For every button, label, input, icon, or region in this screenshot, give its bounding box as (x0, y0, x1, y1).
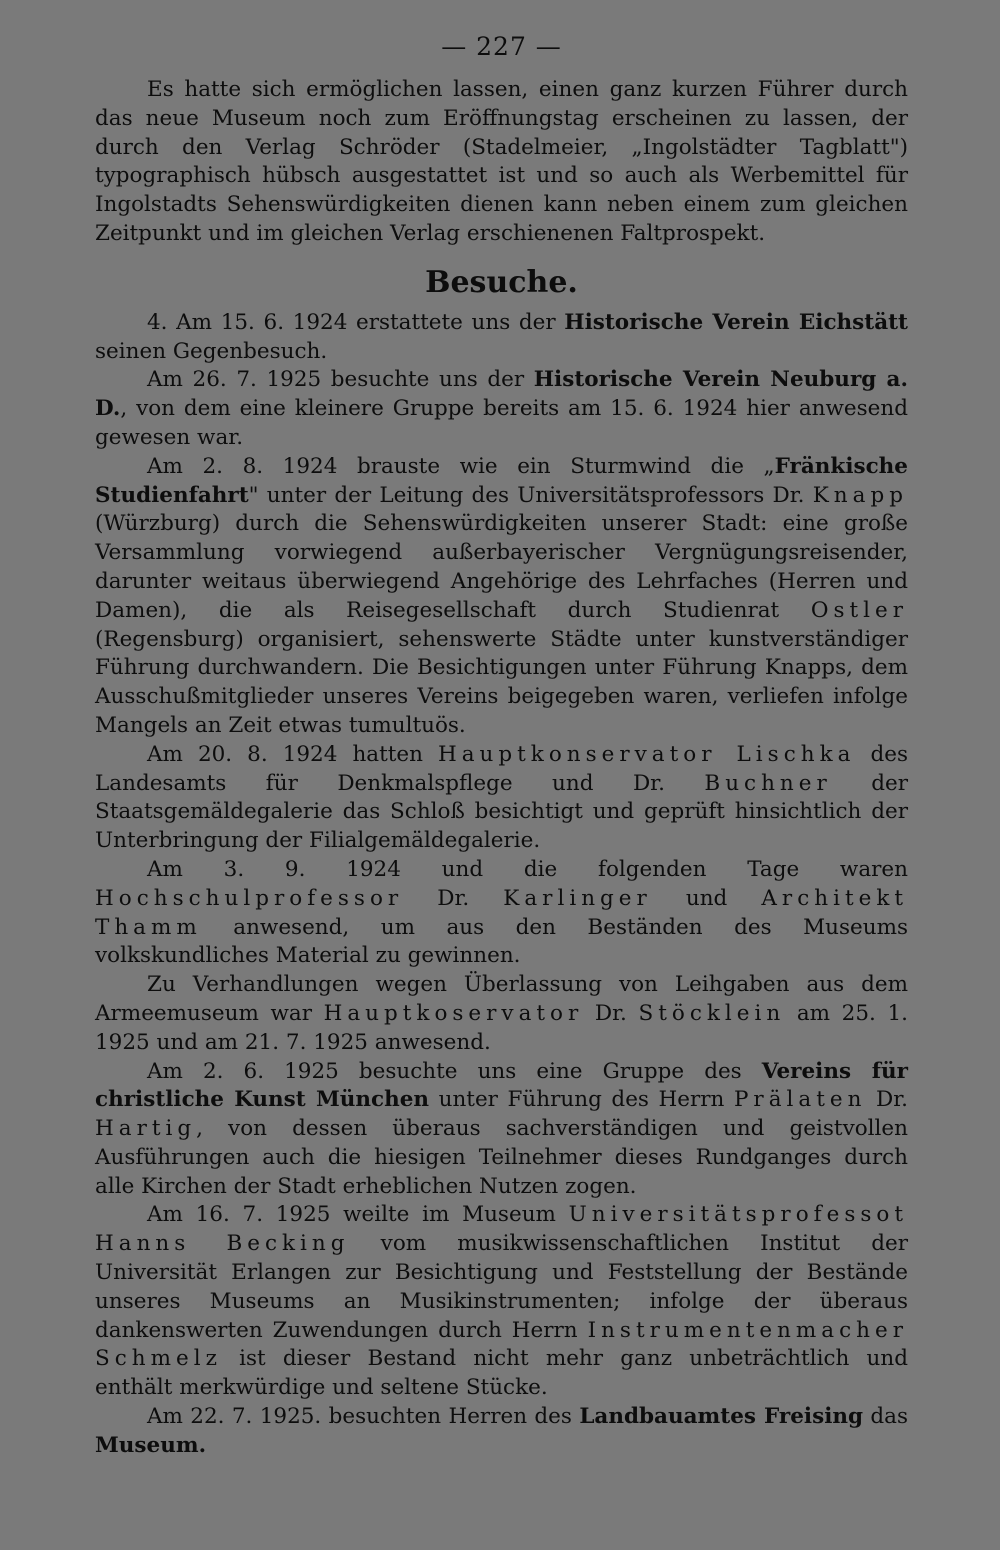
text-run: Am 22. 7. 1925. besuchten Herren des (147, 1404, 580, 1430)
text-run: , von dem eine kleinere Gruppe bereits am 15. 6. 1924 hier anwesend gewesen war. (95, 396, 908, 450)
bold-name: Museum. (95, 1432, 207, 1458)
text-run: " unter der Leitung des Universitätsprofessors Dr. (248, 482, 813, 508)
spaced-name: Instrumentenmacher Schmelz (95, 1317, 908, 1372)
bold-name: Vereins für christliche Kunst München (95, 1058, 908, 1113)
text-run: unter Führung des Herrn (429, 1087, 734, 1113)
text-run: am 25. 1. 1925 und am 21. 7. 1925 anwesend. (95, 1000, 908, 1055)
text-run: des Landesamts für Denkmalspflege und Dr. (95, 741, 908, 796)
text-run: und (651, 885, 762, 911)
section-heading: Besuche. (425, 264, 578, 300)
paragraph-karlinger (95, 856, 908, 971)
spaced-name: Hauptkonservator Lischka (437, 741, 856, 767)
paragraph-visit-neuburg (95, 366, 908, 452)
text-run: anwesend, um aus den Beständen des Museums volkskundliches Material zu gewinnen. (95, 914, 908, 969)
text-run: Zu Verhandlungen wegen Überlassung von Leihgaben aus dem Armeemuseum war (95, 972, 908, 1026)
text-run: (Regensburg) organisiert, sehenswerte Städte unter kunstverständiger Führung durchwandern. Die Besichtigungen unter Führung Knapps, dem Ausschußmitglieder unseres Vereins beigegeben waren, verliefen infolge Mangels an Zeit etwas tumultuös. (95, 626, 908, 738)
bold-name: Fränkische Studienfahrt (95, 453, 908, 508)
spaced-name: Stöcklein (638, 1000, 786, 1026)
text-run: (Würzburg) durch die Sehenswürdigkeiten unserer Stadt: eine große Versammlung vorwiegend außerbayerischer Vergnügungsreisender, darunter weitaus überwiegend Angehörige des Lehrfaches (Herren und Damen), die als Reisegesellschaft durch Studienrat (95, 511, 908, 623)
text-run: Am 26. 7. 1925 besuchte uns der (147, 367, 534, 393)
spaced-name: Knapp (812, 482, 908, 508)
text-run: 4. Am 15. 6. 1924 erstattete uns der (147, 309, 565, 335)
bold-name: Landbauamtes Freising (579, 1404, 864, 1430)
spaced-name: Prälaten (733, 1087, 867, 1113)
intro-paragraph: Es hatte sich ermöglichen lassen, einen ganz kurzen Führer durch das neue Museum noch zum Eröffnungstag erscheinen zu lassen, der durch den Verlag Schröder (Stadelmeier, „Ingolstädter Tagblatt") typographisch hübsch ausgestattet ist und so auch als Werbemittel für Ingolstadts Sehenswürdigkeiten dienen kann neben einem zum gleichen Zeitpunkt und im gleichen Verlag erschienenen Faltprospekt. (95, 77, 908, 246)
spaced-name: Hartig (95, 1116, 197, 1142)
spaced-name: Buchner (704, 770, 832, 796)
bold-name: Historische Verein Neuburg a. D. (95, 367, 908, 422)
paragraph-christliche-kunst (95, 1058, 908, 1202)
paragraph-becking (95, 1201, 908, 1403)
spaced-name: Architekt Thamm (95, 885, 908, 940)
paragraph-studienfahrt (95, 453, 908, 741)
text-run: vom musikwissenschaftlichen Institut der Universität Erlangen zur Besichtigung und Feststellung der Bestände unseres Museums an Musikinstrumenten; infolge der überaus dankenswerten Zuwendungen durch Herrn (95, 1231, 909, 1343)
paragraph-landbauamt (95, 1403, 908, 1461)
text-run: Am 20. 8. 1924 hatten (147, 741, 438, 767)
spaced-name: Hauptkoservator (323, 1000, 584, 1026)
spaced-name: Ostler (810, 597, 908, 623)
text-run: , von dessen überaus sachverständigen und geistvollen Ausführungen auch die hiesigen Teilnehmer dieses Rundganges durch alle Kirchen der Stadt erheblichen Nutzen zogen. (95, 1116, 908, 1199)
text-run: Dr. (583, 1000, 639, 1026)
spaced-name: Universitätsprofessot Hanns Becking (95, 1202, 908, 1257)
text-run: Am 2. 8. 1924 brauste wie ein Sturmwind die „ (147, 453, 775, 479)
text-run: seinen Gegenbesuch. (95, 338, 328, 364)
text-run: Am 16. 7. 1925 weilte im Museum (147, 1202, 569, 1228)
page-number: — 227 — (441, 32, 562, 61)
text-run: Am 2. 6. 1925 besuchte uns eine Gruppe des (147, 1058, 762, 1084)
text-run: der Staatsgemäldegalerie das Schloß besichtigt und geprüft hinsichtlich der Unterbringung der Filialgemäldegalerie. (95, 770, 908, 854)
text-run: das (863, 1404, 909, 1430)
paragraph-visit-eichstaett (95, 309, 908, 367)
paragraph-lischka (95, 741, 908, 856)
paragraph-armeemuseum (95, 971, 908, 1057)
spaced-name: Hochschulprofessor (95, 885, 404, 911)
text-run: Am 3. 9. 1924 und die folgenden Tage waren (147, 856, 908, 882)
text-run: ist dieser Bestand nicht mehr ganz unbeträchtlich und enthält merkwürdige und seltene Stücke. (95, 1346, 908, 1401)
text-run: Dr. (403, 885, 504, 911)
spaced-name: Karlinger (503, 885, 652, 911)
bold-name: Historische Verein Eichstätt (564, 309, 908, 335)
text-run: Dr. (866, 1087, 908, 1113)
